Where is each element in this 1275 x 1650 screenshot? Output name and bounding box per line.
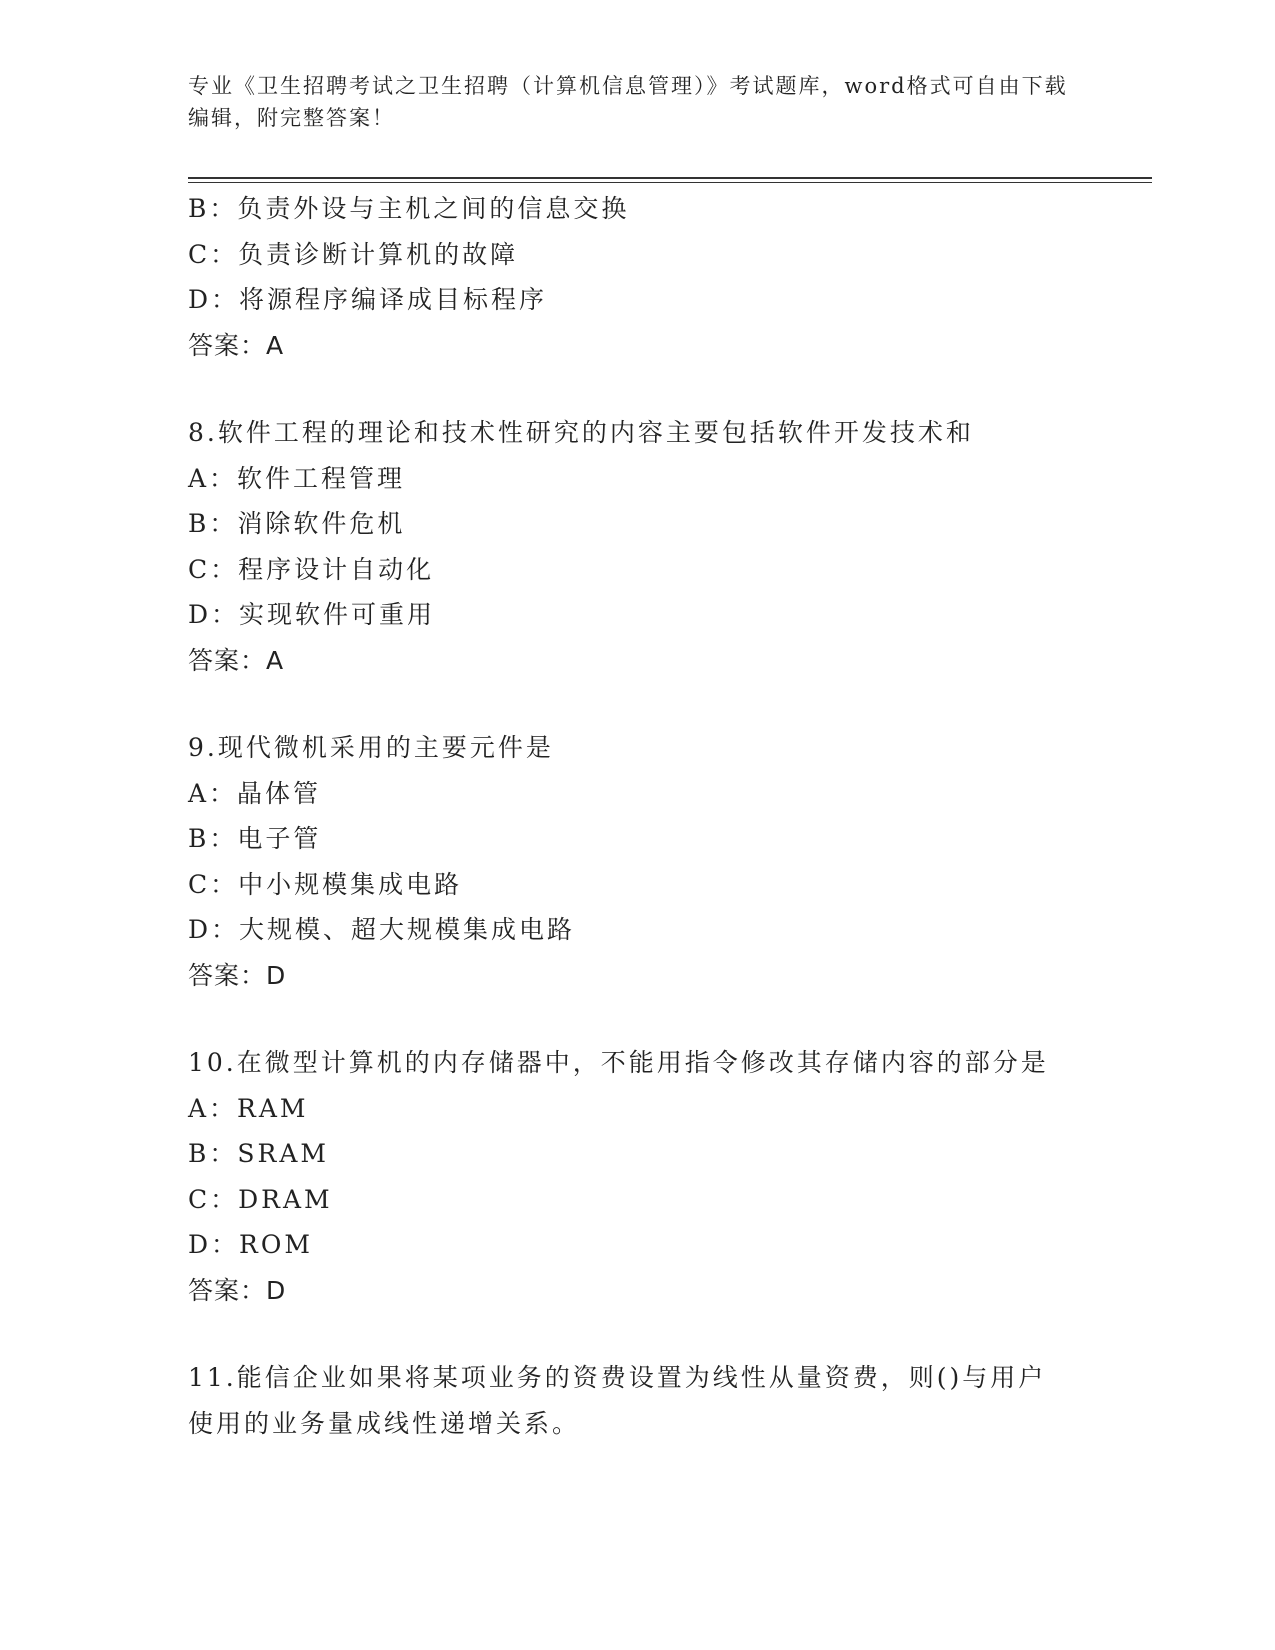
option-b: B：负责外设与主机之间的信息交换 (188, 194, 630, 223)
question-block-8 (188, 410, 1148, 683)
option-a: A：晶体管 (188, 778, 322, 808)
question-text: 10.在微型计算机的内存储器中，不能用指令修改其存储内容的部分是 (188, 1048, 1049, 1077)
document-header: 专业《卫生招聘考试之卫生招聘（计算机信息管理）》考试题库，word格式可自由下载编辑，附完整答案！ (188, 74, 1068, 130)
option-d: D：ROM (188, 1230, 313, 1259)
answer: 答案：D (188, 960, 287, 990)
option-a: A：软件工程管理 (188, 463, 406, 493)
option-c: C：程序设计自动化 (188, 554, 435, 584)
option-d: D：将源程序编译成目标程序 (188, 285, 548, 314)
question-list (188, 186, 1148, 1447)
question-block-9 (188, 725, 1148, 998)
question-block-11 (188, 1355, 1148, 1447)
option-a: A：RAM (188, 1093, 309, 1123)
answer: 答案：D (188, 1275, 287, 1305)
answer: 答案：A (188, 330, 285, 360)
option-b: B：消除软件危机 (188, 509, 406, 538)
question-block-10 (188, 1040, 1148, 1313)
option-d: D：实现软件可重用 (188, 600, 436, 629)
question-text: 11.能信企业如果将某项业务的资费设置为线性从量资费，则()与用户使用的业务量成线性递增关系。 (188, 1363, 1047, 1438)
option-d: D：大规模、超大规模集成电路 (188, 915, 576, 944)
question-text: 8.软件工程的理论和技术性研究的内容主要包括软件开发技术和 (188, 418, 974, 447)
option-c: C：负责诊断计算机的故障 (188, 239, 519, 269)
option-c: C：DRAM (188, 1184, 333, 1214)
option-b: B：SRAM (188, 1139, 329, 1168)
question-block-7 (188, 186, 1148, 368)
header-rule-thin (188, 182, 1152, 183)
question-text: 9.现代微机采用的主要元件是 (188, 733, 554, 762)
option-c: C：中小规模集成电路 (188, 869, 463, 899)
option-b: B：电子管 (188, 824, 322, 853)
header-rule-thick (188, 177, 1152, 179)
answer: 答案：A (188, 645, 285, 675)
